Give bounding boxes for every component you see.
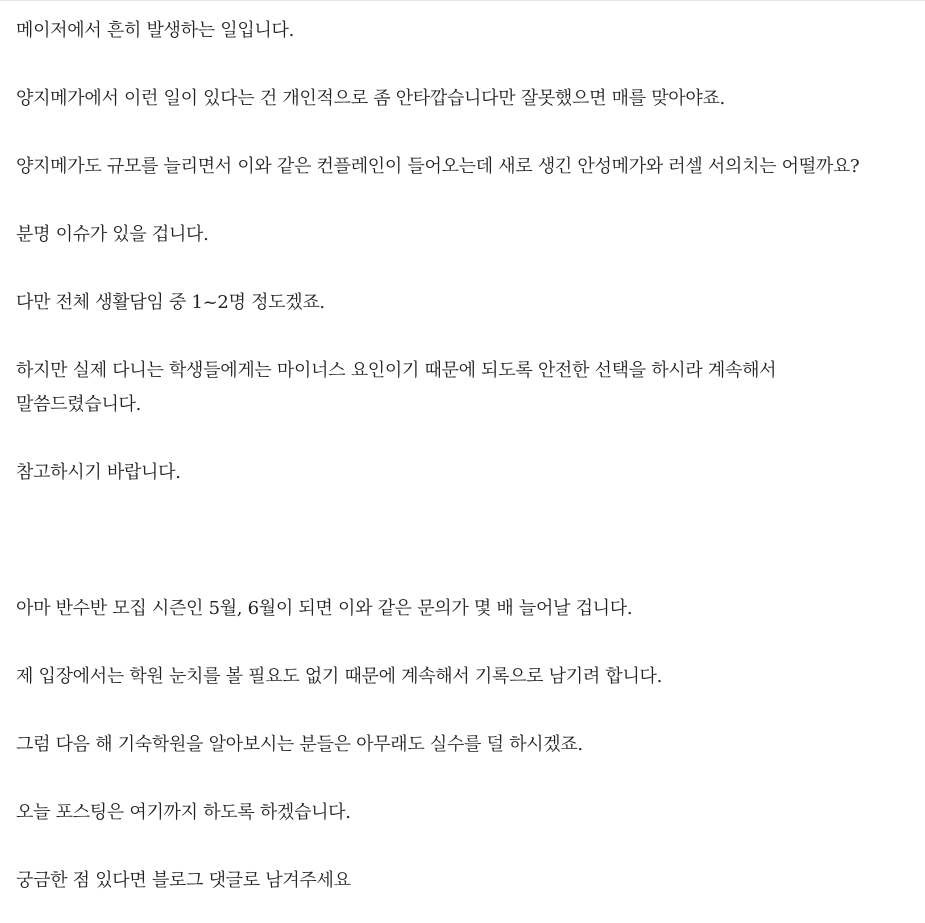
paragraph-8: 아마 반수반 모집 시즌인 5월, 6월이 되면 이와 같은 문의가 몇 배 늘어날 겁니다. [16, 598, 633, 619]
paragraph-2: 양지메가에서 이런 일이 있다는 건 개인적으로 좀 안타깝습니다만 잘못했으면 매를 맞아야죠. [16, 88, 725, 109]
paragraph-spacer [16, 48, 896, 82]
paragraph-12: 궁금한 점 있다면 블로그 댓글로 남겨주세요 [16, 870, 351, 891]
paragraph-spacer [16, 320, 896, 354]
top-divider [0, 0, 925, 1]
paragraph-spacer [16, 422, 896, 456]
paragraph-5: 다만 전체 생활담임 중 1~2명 정도겠죠. [16, 292, 325, 313]
paragraph-9: 제 입장에서는 학원 눈치를 볼 필요도 없기 때문에 계속해서 기록으로 남기려 합니다. [16, 666, 663, 687]
paragraph-spacer [16, 830, 896, 864]
paragraph-spacer [16, 626, 896, 660]
paragraph-3: 양지메가도 규모를 늘리면서 이와 같은 컨플레인이 들어오는데 새로 생긴 안성메가와 러셀 서의치는 어떨까요? [16, 156, 860, 177]
paragraph-6: 하지만 실제 다니는 학생들에게는 마이너스 요인이기 때문에 되도록 안전한 선택을 하시라 계속해서 말씀드렸습니다. [16, 360, 777, 415]
paragraph-11: 오늘 포스팅은 여기까지 하도록 하겠습니다. [16, 802, 351, 823]
paragraph-spacer [16, 252, 896, 286]
paragraph-spacer [16, 762, 896, 796]
section-spacer [16, 490, 896, 592]
paragraph-4: 분명 이슈가 있을 겁니다. [16, 224, 209, 245]
paragraph-spacer [16, 694, 896, 728]
paragraph-spacer [16, 184, 896, 218]
paragraph-7: 참고하시기 바랍니다. [16, 462, 181, 483]
paragraph-1: 메이저에서 흔히 발생하는 일입니다. [16, 20, 295, 41]
article-body [16, 14, 896, 898]
paragraph-10: 그럼 다음 해 기숙학원을 알아보시는 분들은 아무래도 실수를 덜 하시겠죠. [16, 734, 583, 755]
paragraph-spacer [16, 116, 896, 150]
